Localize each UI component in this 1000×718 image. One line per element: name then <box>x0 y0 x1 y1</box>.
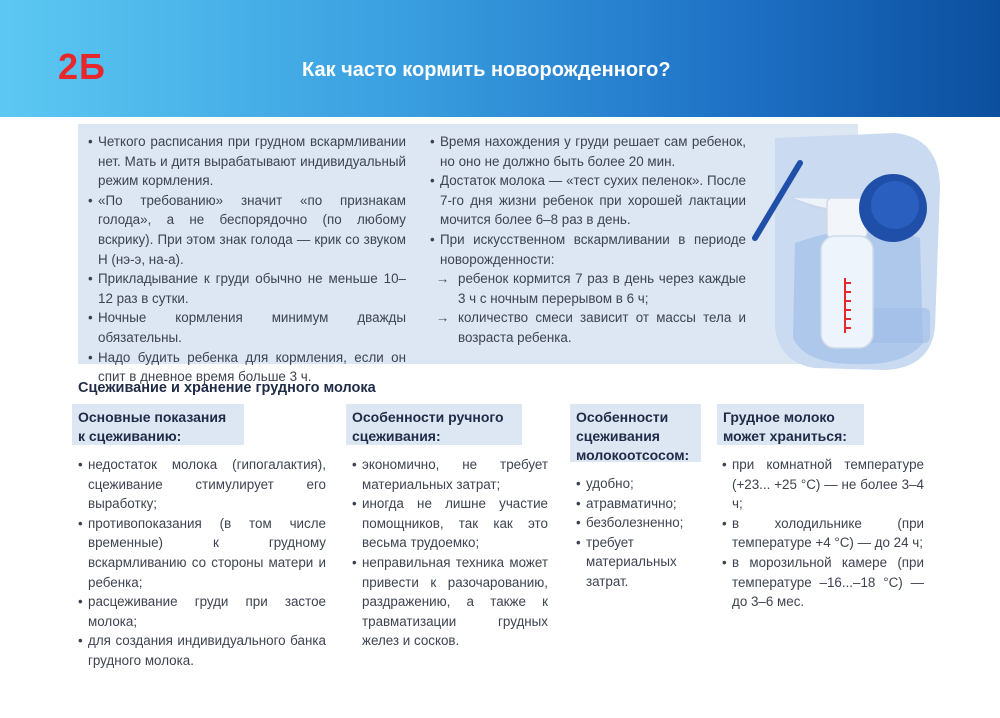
manual-expression-list <box>352 455 548 651</box>
column-heading: Основные показания к сцеживанию: <box>72 404 244 445</box>
list-item: • атравматично; <box>576 495 677 511</box>
list-item: • Четкого расписания при грудном вскармливании нет. Мать и дитя вырабатывают индивидуальный режим кормления. <box>88 134 406 189</box>
list-item: • в холодильнике (при температуре +4 °С) — до 24 ч; <box>722 515 924 551</box>
arrow-icon: → <box>436 310 450 326</box>
column-heading: Особенности сцеживания молокоотсосом: <box>570 404 701 462</box>
list-item: • Надо будить ребенка для кормления, если он спит в дневное время больше 3 ч. <box>88 349 406 385</box>
list-item: • Прикладывание к груди обычно не меньше 10–12 раз в сутки. <box>88 271 406 306</box>
storage-list <box>722 455 924 612</box>
list-item: • Время нахождения у груди решает сам ребенок, но оно не должно быть более 20 мин. <box>430 134 746 169</box>
list-item: • в морозильной камере (при температуре –16...–18 °С) — до 3–6 мес. <box>722 554 924 610</box>
list-item: • «По требованию» значит «по признакам голода», а не беспорядочно (по любому вскрику). При этом знак голода — крик со звуком Н (нэ-э, на-а). <box>88 192 406 267</box>
list-item: • Ночные кормления минимум дважды обязательны. <box>88 310 406 345</box>
list-item: • для создания индивидуального банка грудного молока. <box>78 633 326 668</box>
page-number: 2Б <box>58 46 106 87</box>
list-item: • Достаток молока — «тест сухих пеленок». После 7-го дня жизни ребенок при хорошей лактации мочится более 6–8 раз в день. <box>430 173 746 228</box>
indications-list <box>78 455 326 671</box>
list-item: • удобно; <box>576 476 634 491</box>
list-item: • при комнатной температуре (+23... +25 °С) — не более 3–4 ч; <box>722 457 924 512</box>
list-item: • недостаток молока (гипогалактия), сцеживание стимулирует его выработку; <box>78 457 326 512</box>
list-item: • экономично, не требует материальных затрат; <box>352 457 548 492</box>
list-item: • безболезненно; <box>576 515 684 531</box>
arrow-icon: → <box>436 271 450 287</box>
list-item: • неправильная техника может привести к разочарованию, раздражению, а также к травматизации грудных желез и сосков. <box>352 554 548 649</box>
page-title: Как часто кормить новорожденного? <box>302 59 671 81</box>
section-title: Сцеживание и хранение грудного молока <box>78 380 376 396</box>
intro-right-column <box>430 132 746 348</box>
pump-expression-list <box>576 474 694 592</box>
list-item: • требует материальных затрат. <box>576 534 677 589</box>
column-heading: Грудное молоко может храниться: <box>717 404 864 445</box>
sub-list-item: → ребенок кормится 7 раз в день через каждые 3 ч с ночным перерывом в 6 ч; <box>430 269 746 308</box>
list-item: • При искусственном вскармливании в периоде новорожденности: <box>430 231 746 267</box>
breast-pump-icon <box>745 128 945 373</box>
column-heading: Особенности ручного сцеживания: <box>346 404 522 445</box>
list-item: • противопоказания (в том числе временные) к грудному вскармливанию со стороны матери и ребенка; <box>78 515 326 590</box>
sub-list-item: → количество смеси зависит от массы тела и возраста ребенка. <box>430 308 746 347</box>
list-item: • расцеживание груди при застое молока; <box>78 594 326 629</box>
list-item: • иногда не лишне участие помощников, так как это весьма трудоемко; <box>352 496 548 551</box>
intro-left-column <box>88 132 406 387</box>
